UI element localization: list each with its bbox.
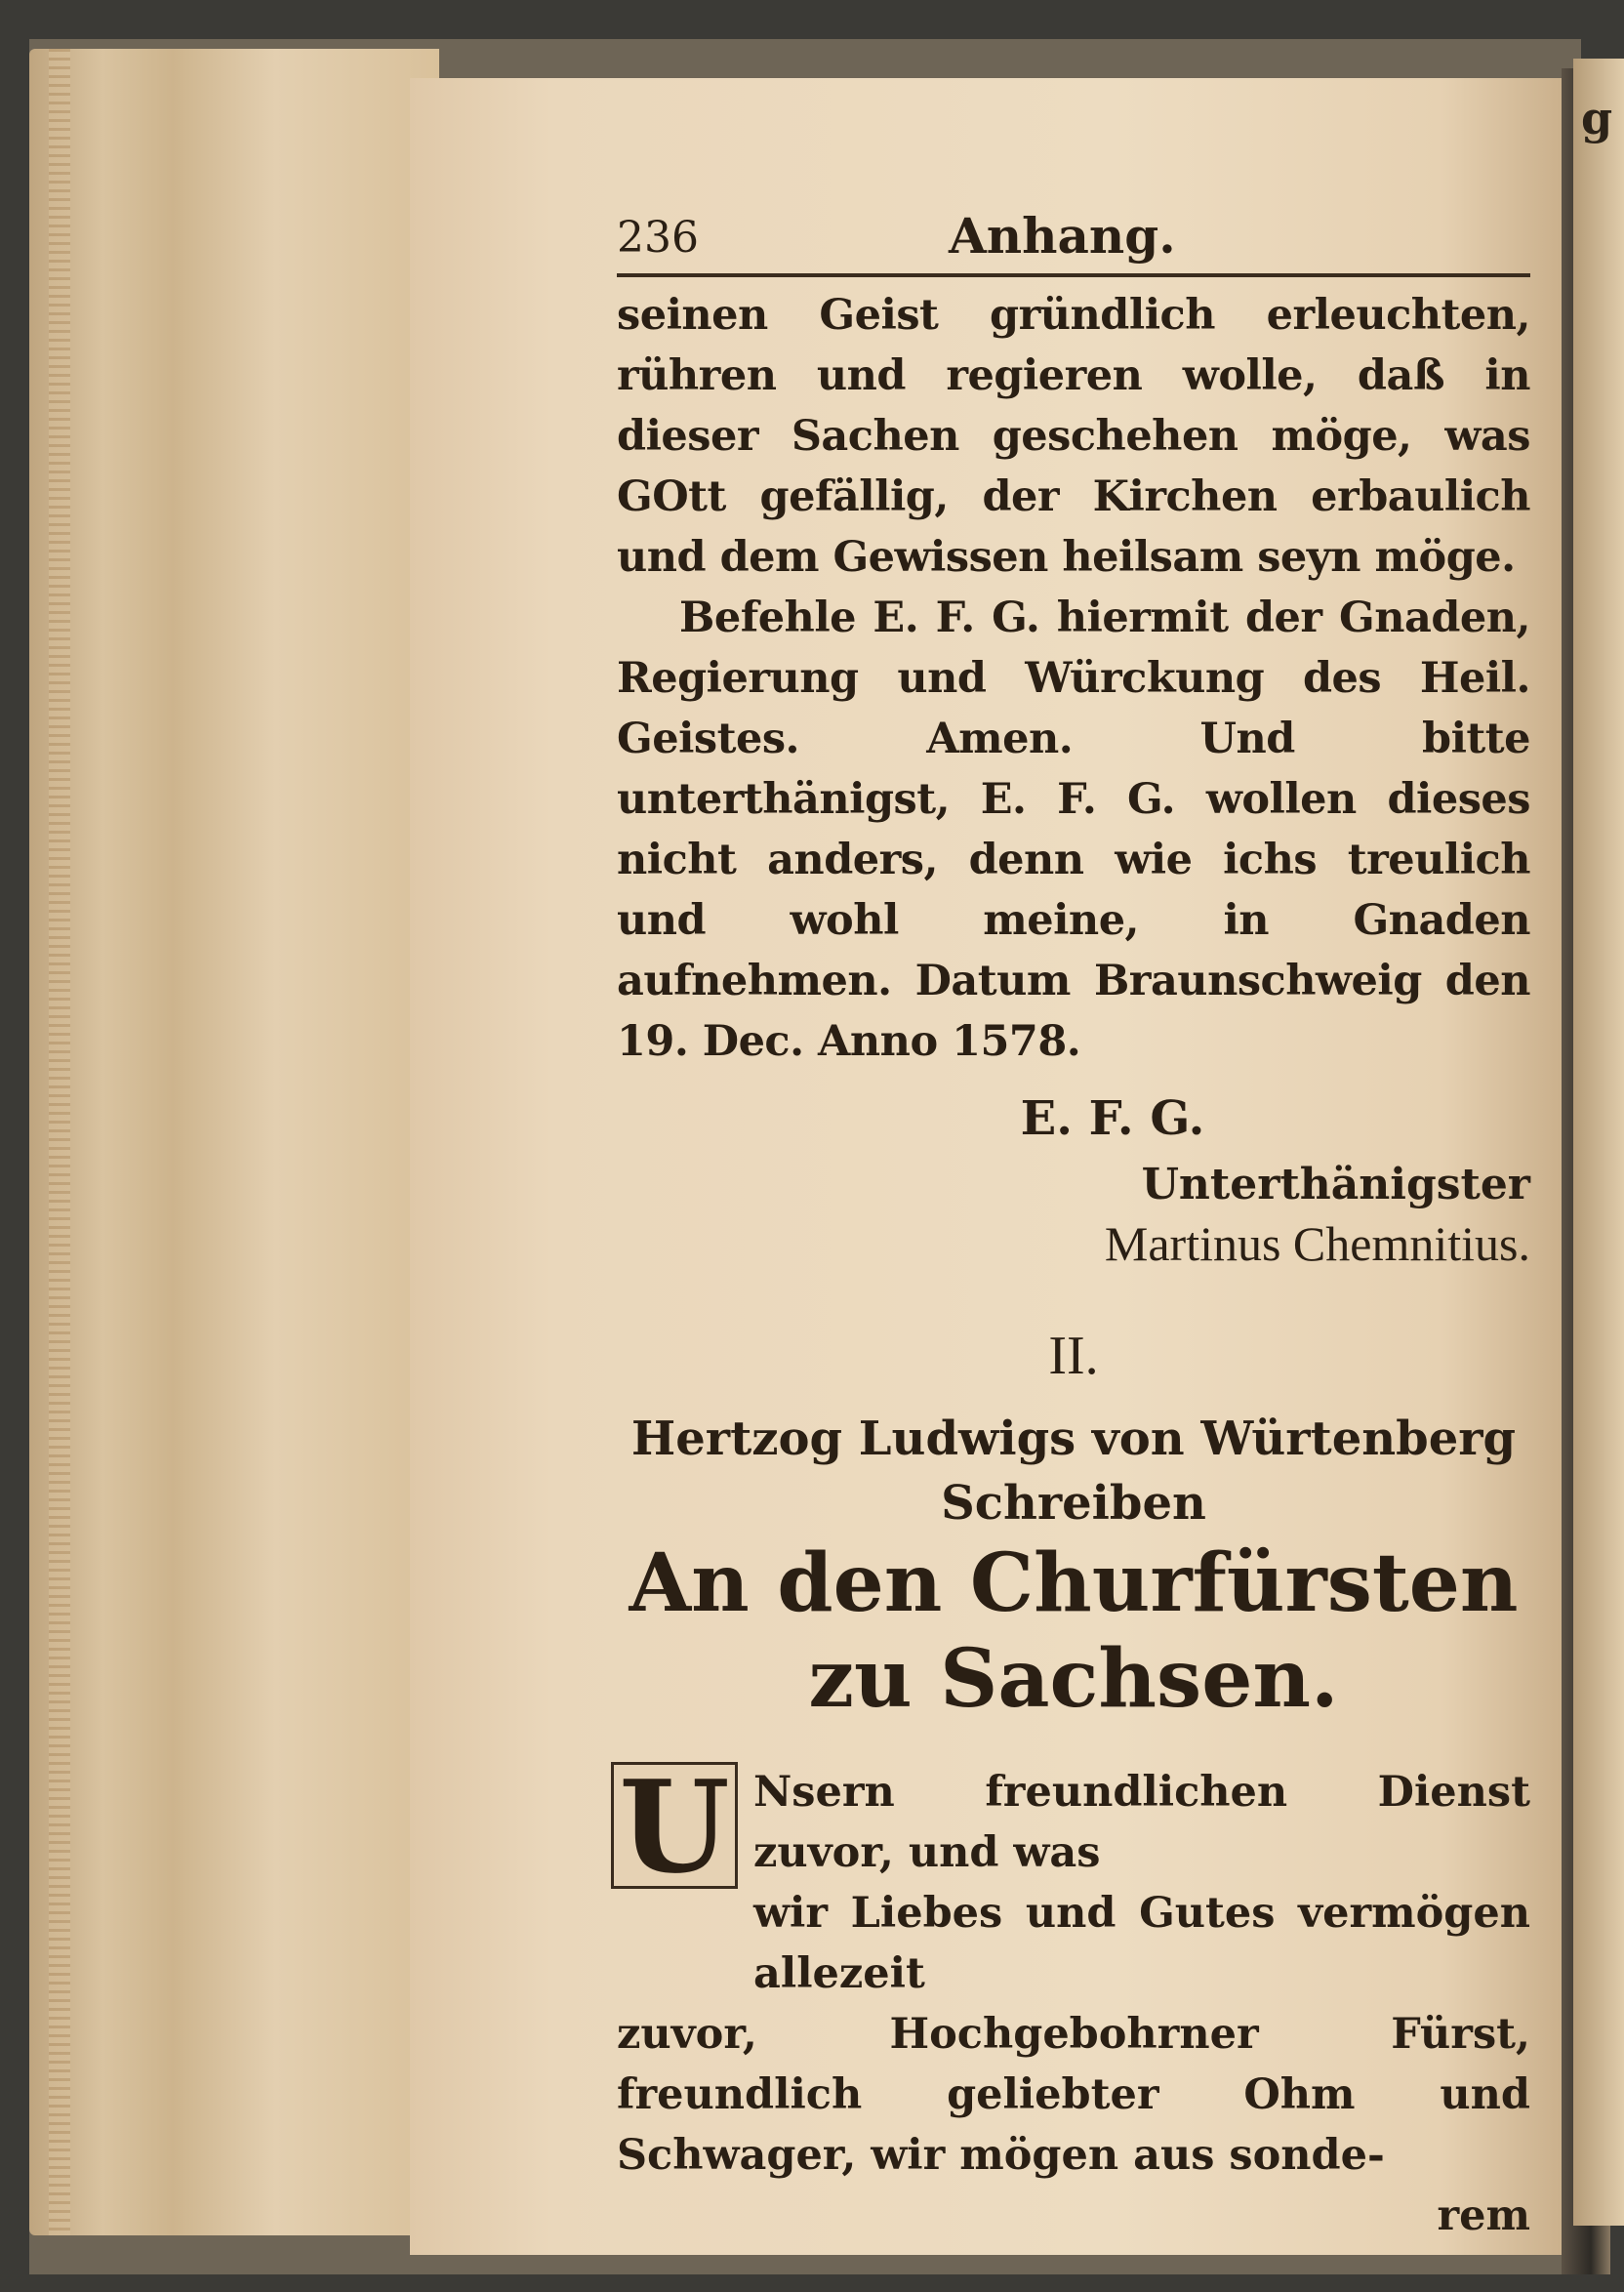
signature-block xyxy=(617,1091,1530,1272)
paragraph: seinen Geist gründlich erleuchten, rühren und regieren wolle, daß in dieser Sachen geschehen möge, was GOtt gefällig, der Kirchen erbaulich und dem Gewissen heilsam seyn möge. xyxy=(617,291,1530,582)
section-numeral: II. xyxy=(1048,1326,1099,1386)
catchword: rem xyxy=(1437,2191,1530,2240)
paragraph: Befehle E. F. G. hiermit der Gnaden, Regierung und Würckung des Heil. Geistes. Amen. Und bitte unterthänigst, E. F. G. wollen dieses nicht anders, denn wie ichs treulich und wohl meine, in Gnaden aufnehmen. Datum Braunschweig den 19. Dec. Anno 1578. xyxy=(617,593,1530,1066)
letter-line-2: wir Liebes und Gutes vermögen allezeit xyxy=(753,1889,1530,1998)
facing-page-edge xyxy=(1573,59,1624,2226)
page-number: 236 xyxy=(617,213,699,263)
heading-line-3: An den Churfürsten zu Sachsen. xyxy=(629,1536,1519,1726)
letter-line-1: Nsern freundlichen Dienst zuvor, und was xyxy=(753,1768,1530,1877)
signature-closing: Unterthänigster xyxy=(1141,1160,1530,1209)
heading-line-1: Hertzog Ludwigs von Würtenberg xyxy=(630,1412,1517,1466)
text-block xyxy=(617,205,1530,2246)
section-heading xyxy=(617,1407,1530,1727)
heading-line-2: Schreiben xyxy=(941,1476,1206,1531)
signature-salutation: E. F. G. xyxy=(1020,1091,1205,1146)
letter-body: zuvor, Hochgebohrner Fürst, freundlich geliebter Ohm und Schwager, wir mögen aus sonde- xyxy=(617,2010,1530,2180)
signature-name: Martinus Chemnitius. xyxy=(1104,1216,1530,1271)
drop-cap: U xyxy=(611,1762,738,1889)
letter-text xyxy=(617,1752,1530,2246)
page-header xyxy=(617,205,1530,277)
running-title: Anhang. xyxy=(949,207,1176,265)
page-edges xyxy=(29,49,439,2235)
facing-page-fragment: g xyxy=(1581,92,1613,144)
body-text xyxy=(617,285,1530,1072)
